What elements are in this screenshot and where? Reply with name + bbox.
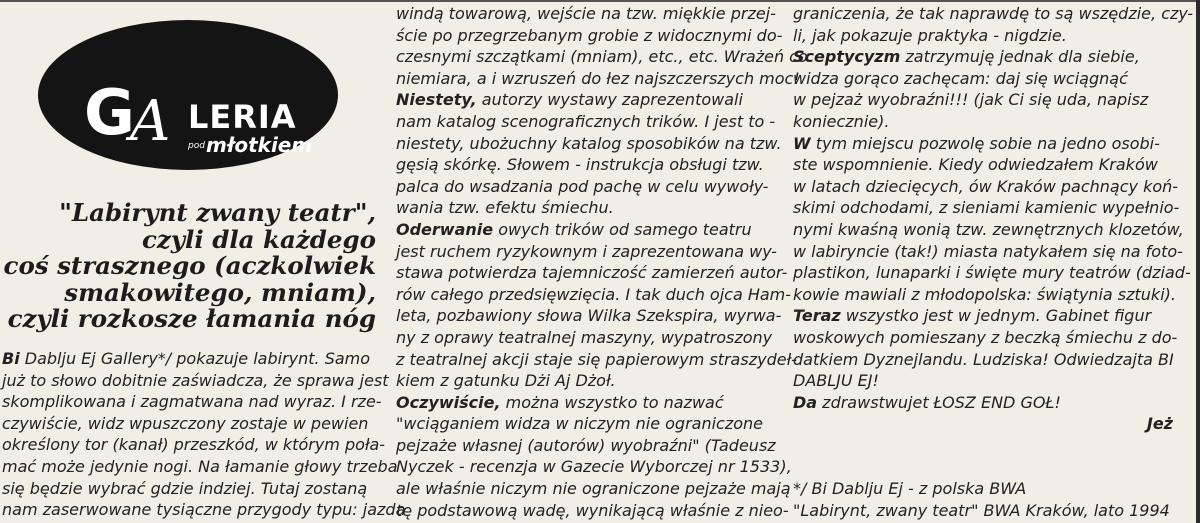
line-text: czywiście, widz wpuszczony zostaje w pewien (2, 413, 369, 433)
line-text: nymi kwaśną wonią tzw. zewnętrznych klozetów, (793, 219, 1184, 239)
line-text: określony tor (kanał) przeszkód, w którym poła- (2, 435, 386, 455)
text-line (396, 219, 776, 241)
text-line (2, 456, 398, 478)
line-text: ste wspomnienie. Kiedy odwiedzałem Kraków (793, 155, 1158, 175)
logo-letter-g: G (84, 76, 135, 149)
line-text: autorzy wystawy zaprezentowali (476, 90, 743, 110)
bold-lead-word: Oderwanie (396, 219, 494, 239)
line-text: Dablju Ej Gallery*/ pokazuje labirynt. Samo (19, 349, 371, 368)
line-text: ście po przegrzebanym grobie z widocznymi do- (396, 25, 783, 45)
text-column-3 (793, 3, 1194, 521)
logo-letter-a: A (130, 89, 171, 154)
text-line (396, 305, 782, 327)
text-line (793, 111, 1173, 133)
text-line (396, 68, 800, 90)
line-text: plastikon, lunaparki i święte mury teatrów (dziad- (793, 263, 1191, 283)
text-line (793, 456, 1173, 478)
bold-lead-word: Teraz (793, 306, 841, 326)
line-text: w pejzaż wyobraźni!!! (jak Ci się uda, napisz (793, 90, 1149, 110)
line-text: Nyczek - recenzja w Gazecie Wyborczej nr 1533), (396, 457, 792, 477)
line-text: stawa potwierdza tajemniczość zamierzeń autor- (396, 263, 788, 283)
line-text: gęsią skórkę. Słowem - instrukcja obsługi tzw. (396, 155, 764, 175)
text-line (793, 46, 1173, 68)
line-text: tym miejscu pozwolę sobie na jedno osobi- (810, 133, 1160, 153)
headline-line: smakowitego, mniam), (64, 277, 376, 307)
text-line (793, 89, 1173, 111)
line-text: zatrzymuję jednak dla siebie, (900, 47, 1140, 67)
line-text: skomplikowana i zagmatwana nad wyraz. I rze- (2, 392, 382, 412)
line-text: */ Bi Dablju Ej - z polska BWA (793, 479, 1027, 499)
line-text: można wszystko to nazwać (500, 392, 724, 412)
text-line (793, 500, 1173, 522)
logo-pod: pod (188, 141, 205, 151)
text-line (396, 46, 808, 68)
line-text: li, jak pokazuje praktyka - nigdzie. (793, 25, 1067, 45)
text-line (793, 219, 1184, 241)
text-line (396, 197, 776, 219)
text-line (793, 370, 1173, 392)
text-line (793, 3, 1194, 25)
text-line (793, 262, 1191, 284)
line-text: jest ruchem ryzykownym i zaprezentowana wy- (396, 241, 777, 261)
text-line (793, 327, 1178, 349)
logo-leria: LERIA (188, 98, 297, 136)
bold-lead-word: Bi (2, 349, 20, 368)
text-line (396, 3, 776, 25)
line-text: w latach dziecięcych, ów Kraków pachnący koń- (793, 176, 1179, 196)
text-column-1 (2, 348, 406, 521)
line-text: skimi odchodami, z sieniami kamienic wypełnio- (793, 198, 1180, 218)
bold-lead-word: Da (793, 392, 818, 412)
text-line (396, 154, 776, 176)
text-line (2, 370, 389, 392)
line-text: woskowych pomieszany z beczką śmiechu z do- (793, 327, 1178, 347)
headline-line: coś strasznego (aczkolwiek (3, 251, 376, 280)
text-line (793, 154, 1173, 176)
line-text: windą towarową, wejście na tzw. miękkie przej- (396, 4, 776, 23)
text-line (396, 327, 776, 349)
text-line (396, 176, 776, 198)
galeria-logo (38, 20, 338, 170)
text-line (2, 348, 371, 370)
text-line (793, 435, 1173, 457)
line-text: leta, pozbawiony słowa Wilka Szekspira, wyrwa- (396, 306, 782, 326)
text-line (793, 25, 1173, 47)
text-line (396, 392, 776, 414)
line-text: pejzaże własnej (autorów) wyobraźni" (Tadeusz (396, 435, 776, 455)
text-line (793, 392, 1173, 414)
text-line (396, 370, 776, 392)
line-text: w labiryncie (tak!) miasta natykałem się na foto- (793, 241, 1183, 261)
text-line (793, 68, 1173, 90)
line-text: owych trików od samego teatru (493, 219, 752, 239)
text-line (793, 478, 1173, 500)
text-line (793, 284, 1176, 306)
bold-lead-word: Sceptycyzm (793, 47, 901, 67)
line-text: czesnymi szczątkami (mniam), etc., etc. Wrażeń co (396, 47, 808, 67)
line-text: niestety, ubożuchny katalog sposobików na tzw. (396, 133, 782, 153)
text-line (793, 197, 1180, 219)
text-line (396, 241, 776, 263)
text-line (396, 456, 792, 478)
bold-lead-word: W (793, 133, 811, 153)
text-line (2, 478, 368, 500)
text-line (396, 262, 788, 284)
page-edge (1196, 0, 1200, 523)
bold-lead-word: Jeż (1146, 414, 1173, 434)
text-line (793, 413, 1173, 435)
text-line (793, 133, 1173, 155)
top-rule (0, 0, 1200, 2)
line-text: graniczenia, że tak naprawdę to są wszędzie, czy- (793, 4, 1194, 23)
line-text: wszystko jest w jednym. Gabinet figur (840, 306, 1152, 326)
line-text: palca do wsadzania pod pachę w celu wywoły- (396, 176, 769, 196)
text-line (2, 499, 406, 521)
line-text: kiem z gatunku Dżi Aj Dżoł. (396, 371, 616, 391)
text-line (396, 25, 783, 47)
line-text: kowie mawiali z młodopolska: świątynia sztuki). (793, 284, 1176, 304)
headline-line: czyli rozkosze łamania nóg (7, 304, 376, 333)
text-line (396, 435, 776, 457)
line-text: widza gorąco zachęcam: daj się wciągnąć (793, 68, 1128, 88)
line-text: koniecznie). (793, 111, 890, 131)
line-text: "wciąganiem widza w niczym nie ograniczone (396, 414, 764, 434)
text-line (2, 413, 368, 435)
text-line (396, 111, 776, 133)
bold-lead-word: Oczywiście, (396, 392, 501, 412)
line-text: DABLJU EJ! (793, 371, 879, 391)
text-line (396, 500, 789, 522)
text-line (793, 349, 1173, 371)
text-line (396, 89, 776, 111)
line-text: mać może jedynie nogi. Na łamanie głowy trzeba (2, 456, 398, 476)
text-line (396, 133, 782, 155)
line-text: już to słowo dobitnie zaświadcza, że sprawa jest (2, 370, 389, 390)
bold-lead-word: Niestety, (396, 90, 477, 110)
line-text: z teatralnej akcji staje się papierowym straszydeł- (396, 349, 797, 369)
headline-line: "Labirynt zwany teatr", (59, 198, 376, 227)
text-line (396, 413, 776, 435)
line-text: "Labirynt, zwany teatr" BWA Kraków, lato 1994 (793, 500, 1170, 520)
line-text: się będzie wybrać gdzie indziej. Tutaj zostaną (2, 478, 368, 498)
line-text: wania tzw. efektu śmiechu. (396, 198, 614, 218)
line-text: zdrawstwujet ŁOSZ END GOŁ! (817, 392, 1061, 412)
logo-mlotkiem: młotkiem (206, 133, 313, 157)
text-line (793, 305, 1173, 327)
headline-line: czyli dla każdego (141, 224, 376, 254)
line-text: ale właśnie niczym nie ograniczone pejzaże mają (396, 479, 791, 499)
line-text: nam zaserwowane tysiączne przygody typu: jazda (2, 500, 406, 520)
article-headline (0, 200, 376, 333)
text-line (793, 176, 1179, 198)
line-text: tę podstawową wadę, wynikającą właśnie z nieo- (396, 500, 789, 520)
text-line (2, 434, 386, 456)
text-line (793, 241, 1183, 263)
line-text: nam katalog scenograficznych trików. I jest to - (396, 111, 776, 131)
line-text: niemiara, a i wzruszeń do łez najszczerszych moc! (396, 68, 800, 88)
line-text: ny z oprawy teatralnej maszyny, wypatroszony (396, 327, 773, 347)
text-line (396, 478, 791, 500)
text-line (396, 284, 792, 306)
line-text: datkiem Dyznejlandu. Ludziska! Odwiedzajta BI (793, 349, 1174, 369)
text-line (2, 391, 382, 413)
text-line (396, 349, 797, 371)
line-text: rów całego przedsięwzięcia. I tak duch ojca Ham- (396, 284, 792, 304)
